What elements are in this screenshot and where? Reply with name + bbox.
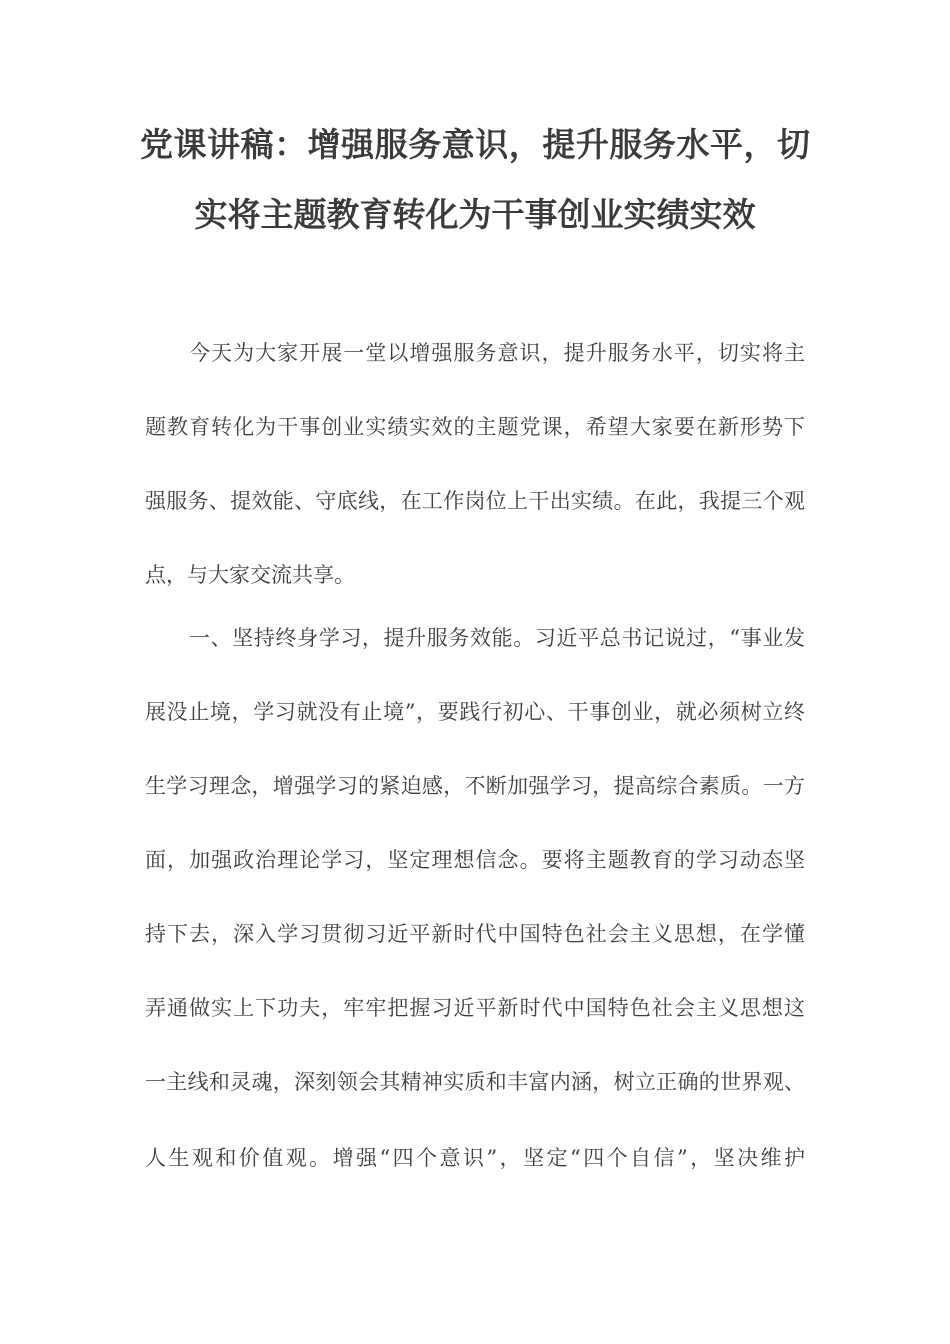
text-line: 一、坚持终身学习，提升服务效能。习近平总书记说过，“事业发 — [189, 626, 805, 650]
text-line: 面，加强政治理论学习，坚定理想信念。要将主题教育的学习动态坚 — [145, 848, 805, 872]
document-title-line-2: 实将主题教育转化为干事创业实绩实效 — [194, 195, 756, 234]
text-line: 题教育转化为干事创业实绩实效的主题党课，希望大家要在新形势下 — [145, 415, 805, 439]
text-line: 持下去，深入学习贯彻习近平新时代中国特色社会主义思想，在学懂 — [145, 922, 805, 946]
text-line: 点，与大家交流共享。 — [145, 563, 355, 587]
text-line: 今天为大家开展一堂以增强服务意识，提升服务水平，切实将主 — [189, 341, 805, 365]
text-line: 展没止境，学习就没有止境”，要践行初心、干事创业，就必须树立终 — [145, 700, 805, 724]
text-line: 强服务、提效能、守底线，在工作岗位上干出实绩。在此，我提三个观 — [145, 489, 805, 513]
document-title-line-1: 党课讲稿：增强服务意识，提升服务水平，切 — [140, 125, 810, 164]
text-line: 生学习理念，增强学习的紧迫感，不断加强学习，提高综合素质。一方 — [145, 774, 805, 798]
text-line: 弄通做实上下功夫，牢牢把握习近平新时代中国特色社会主义思想这 — [145, 996, 805, 1020]
text-line: 一主线和灵魂，深刻领会其精神实质和丰富内涵，树立正确的世界观、 — [145, 1070, 805, 1094]
text-line: 人生观和价值观。增强“四个意识”，坚定“四个自信”，坚决维护 — [145, 1146, 805, 1170]
